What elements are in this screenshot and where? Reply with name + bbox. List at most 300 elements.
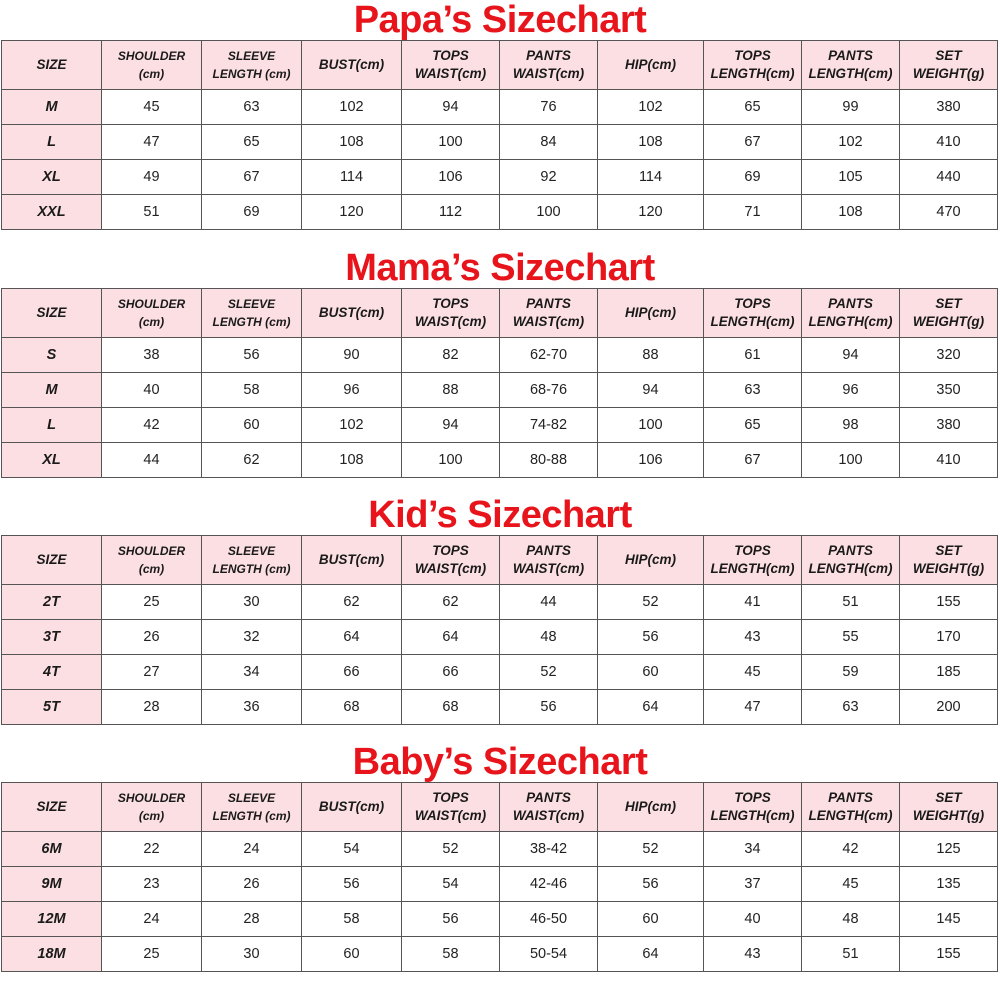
measurement-cell: 68-76 (500, 373, 598, 408)
column-header (900, 41, 998, 90)
header-row (2, 783, 998, 832)
table-row (2, 902, 998, 937)
header-row (2, 289, 998, 338)
measurement-cell: 380 (900, 90, 998, 125)
table-row (2, 195, 998, 230)
column-header-label: (cm) (138, 67, 165, 81)
table-row (2, 408, 998, 443)
column-header (202, 41, 302, 90)
column-header (802, 783, 900, 832)
measurement-cell: 63 (704, 373, 802, 408)
column-header-label: SET (935, 790, 962, 805)
measurement-cell: 99 (802, 90, 900, 125)
column-header-label: SHOULDER (117, 49, 186, 63)
measurement-cell: 108 (302, 443, 402, 478)
measurement-cell: 25 (102, 937, 202, 972)
measurement-cell: 65 (202, 125, 302, 160)
measurement-cell: 68 (402, 690, 500, 725)
table-row (2, 90, 998, 125)
size-label-cell: M (2, 373, 102, 408)
measurement-cell: 64 (402, 620, 500, 655)
measurement-cell: 170 (900, 620, 998, 655)
column-header-label: WAIST(cm) (414, 314, 487, 329)
measurement-cell: 114 (302, 160, 402, 195)
measurement-cell: 43 (704, 620, 802, 655)
table-row (2, 832, 998, 867)
column-header-label: PANTS (828, 296, 873, 311)
column-header (500, 41, 598, 90)
measurement-cell: 38-42 (500, 832, 598, 867)
column-header (500, 536, 598, 585)
measurement-cell: 51 (802, 585, 900, 620)
measurement-cell: 58 (302, 902, 402, 937)
column-header-label: HIP(cm) (624, 552, 676, 567)
measurement-cell: 76 (500, 90, 598, 125)
column-header (402, 41, 500, 90)
measurement-cell: 114 (598, 160, 704, 195)
mama-sizechart-section (0, 248, 1000, 478)
size-label-cell: S (2, 338, 102, 373)
column-header-label: BUST(cm) (318, 57, 385, 72)
column-header (900, 536, 998, 585)
measurement-cell: 100 (402, 443, 500, 478)
measurement-cell: 380 (900, 408, 998, 443)
column-header (900, 783, 998, 832)
measurement-cell: 42 (102, 408, 202, 443)
column-header-label: SET (935, 296, 962, 311)
column-header-label: LENGTH (cm) (212, 809, 291, 823)
column-header-label: PANTS (526, 543, 571, 558)
column-header-label: SLEEVE (227, 791, 276, 805)
measurement-cell: 56 (202, 338, 302, 373)
column-header-label: LENGTH(cm) (808, 561, 893, 576)
column-header (704, 783, 802, 832)
measurement-cell: 100 (500, 195, 598, 230)
size-label-cell: XL (2, 443, 102, 478)
measurement-cell: 34 (704, 832, 802, 867)
measurement-cell: 38 (102, 338, 202, 373)
measurement-cell: 69 (202, 195, 302, 230)
measurement-cell: 26 (202, 867, 302, 902)
measurement-cell: 108 (802, 195, 900, 230)
column-header-label: LENGTH(cm) (710, 561, 795, 576)
measurement-cell: 69 (704, 160, 802, 195)
column-header-label: WEIGHT(g) (912, 314, 985, 329)
measurement-cell: 65 (704, 90, 802, 125)
table-row (2, 338, 998, 373)
measurement-cell: 90 (302, 338, 402, 373)
measurement-cell: 105 (802, 160, 900, 195)
column-header-label: LENGTH (cm) (212, 562, 291, 576)
measurement-cell: 45 (102, 90, 202, 125)
measurement-cell: 56 (500, 690, 598, 725)
column-header-label: TOPS (734, 296, 771, 311)
column-header-label: PANTS (526, 296, 571, 311)
column-header-label: SHOULDER (117, 297, 186, 311)
measurement-cell: 49 (102, 160, 202, 195)
size-label-cell: XXL (2, 195, 102, 230)
measurement-cell: 185 (900, 655, 998, 690)
measurement-cell: 56 (598, 620, 704, 655)
measurement-cell: 28 (102, 690, 202, 725)
column-header (598, 289, 704, 338)
measurement-cell: 100 (802, 443, 900, 478)
measurement-cell: 54 (402, 867, 500, 902)
measurement-cell: 66 (402, 655, 500, 690)
measurement-cell: 96 (802, 373, 900, 408)
measurement-cell: 100 (598, 408, 704, 443)
column-header-label: SET (935, 543, 962, 558)
measurement-cell: 48 (500, 620, 598, 655)
size-label-cell: 9M (2, 867, 102, 902)
measurement-cell: 470 (900, 195, 998, 230)
measurement-cell: 44 (102, 443, 202, 478)
column-header-label: SLEEVE (227, 297, 276, 311)
column-header-label: PANTS (828, 790, 873, 805)
size-label-cell: M (2, 90, 102, 125)
column-header-label: TOPS (734, 790, 771, 805)
column-header-label: LENGTH(cm) (710, 66, 795, 81)
measurement-cell: 64 (598, 937, 704, 972)
measurement-cell: 68 (302, 690, 402, 725)
measurement-cell: 102 (802, 125, 900, 160)
measurement-cell: 410 (900, 125, 998, 160)
measurement-cell: 30 (202, 585, 302, 620)
measurement-cell: 30 (202, 937, 302, 972)
measurement-cell: 56 (402, 902, 500, 937)
measurement-cell: 98 (802, 408, 900, 443)
column-header (500, 289, 598, 338)
column-header-label: TOPS (432, 296, 469, 311)
measurement-cell: 100 (402, 125, 500, 160)
table-row (2, 655, 998, 690)
measurement-cell: 145 (900, 902, 998, 937)
column-header-label: SIZE (36, 799, 67, 814)
column-header-label: WEIGHT(g) (912, 808, 985, 823)
measurement-cell: 45 (802, 867, 900, 902)
measurement-cell: 58 (402, 937, 500, 972)
mama-sizechart-title: Mama’s Sizechart (345, 247, 655, 289)
papa-sizechart-section (0, 0, 1000, 230)
measurement-cell: 47 (704, 690, 802, 725)
column-header (402, 783, 500, 832)
column-header (302, 783, 402, 832)
column-header-label: HIP(cm) (624, 799, 676, 814)
measurement-cell: 106 (402, 160, 500, 195)
measurement-cell: 410 (900, 443, 998, 478)
measurement-cell: 34 (202, 655, 302, 690)
column-header (102, 41, 202, 90)
measurement-cell: 28 (202, 902, 302, 937)
column-header-label: TOPS (432, 790, 469, 805)
measurement-cell: 52 (598, 832, 704, 867)
column-header-label: PANTS (526, 48, 571, 63)
column-header-label: LENGTH(cm) (808, 66, 893, 81)
measurement-cell: 125 (900, 832, 998, 867)
column-header-label: WAIST(cm) (512, 314, 585, 329)
column-header (802, 289, 900, 338)
table-row (2, 443, 998, 478)
column-header-label: LENGTH(cm) (710, 808, 795, 823)
baby-sizechart-section (0, 742, 1000, 972)
column-header-label: SLEEVE (227, 49, 276, 63)
column-header-label: WAIST(cm) (512, 66, 585, 81)
measurement-cell: 36 (202, 690, 302, 725)
measurement-cell: 61 (704, 338, 802, 373)
column-header-label: WAIST(cm) (414, 66, 487, 81)
measurement-cell: 155 (900, 585, 998, 620)
column-header (598, 536, 704, 585)
column-header-label: LENGTH (cm) (212, 315, 291, 329)
measurement-cell: 47 (102, 125, 202, 160)
measurement-cell: 24 (202, 832, 302, 867)
measurement-cell: 135 (900, 867, 998, 902)
column-header (2, 783, 102, 832)
table-row (2, 867, 998, 902)
column-header-label: TOPS (734, 48, 771, 63)
measurement-cell: 74-82 (500, 408, 598, 443)
table-row (2, 125, 998, 160)
table-row (2, 690, 998, 725)
measurement-cell: 67 (704, 443, 802, 478)
measurement-cell: 80-88 (500, 443, 598, 478)
measurement-cell: 56 (598, 867, 704, 902)
measurement-cell: 48 (802, 902, 900, 937)
size-label-cell: 5T (2, 690, 102, 725)
measurement-cell: 155 (900, 937, 998, 972)
column-header (2, 536, 102, 585)
measurement-cell: 63 (802, 690, 900, 725)
measurement-cell: 120 (598, 195, 704, 230)
column-header (2, 41, 102, 90)
size-label-cell: 12M (2, 902, 102, 937)
column-header-label: SHOULDER (117, 544, 186, 558)
measurement-cell: 63 (202, 90, 302, 125)
papa-sizechart-table (1, 40, 998, 230)
measurement-cell: 24 (102, 902, 202, 937)
column-header-label: LENGTH(cm) (808, 808, 893, 823)
table-row (2, 620, 998, 655)
measurement-cell: 60 (598, 655, 704, 690)
measurement-cell: 106 (598, 443, 704, 478)
measurement-cell: 67 (704, 125, 802, 160)
column-header (500, 783, 598, 832)
measurement-cell: 62 (402, 585, 500, 620)
measurement-cell: 96 (302, 373, 402, 408)
measurement-cell: 94 (802, 338, 900, 373)
column-header (302, 289, 402, 338)
measurement-cell: 40 (102, 373, 202, 408)
column-header-label: SET (935, 48, 962, 63)
measurement-cell: 200 (900, 690, 998, 725)
column-header (402, 289, 500, 338)
measurement-cell: 66 (302, 655, 402, 690)
table-row (2, 937, 998, 972)
column-header-label: SHOULDER (117, 791, 186, 805)
measurement-cell: 120 (302, 195, 402, 230)
column-header-label: SLEEVE (227, 544, 276, 558)
column-header (402, 536, 500, 585)
measurement-cell: 22 (102, 832, 202, 867)
measurement-cell: 46-50 (500, 902, 598, 937)
size-label-cell: 4T (2, 655, 102, 690)
column-header-label: TOPS (432, 543, 469, 558)
column-header (102, 536, 202, 585)
measurement-cell: 59 (802, 655, 900, 690)
size-label-cell: XL (2, 160, 102, 195)
column-header-label: (cm) (138, 809, 165, 823)
column-header-label: PANTS (828, 543, 873, 558)
measurement-cell: 25 (102, 585, 202, 620)
measurement-cell: 44 (500, 585, 598, 620)
measurement-cell: 92 (500, 160, 598, 195)
column-header-label: SIZE (36, 305, 67, 320)
measurement-cell: 60 (202, 408, 302, 443)
measurement-cell: 440 (900, 160, 998, 195)
table-row (2, 585, 998, 620)
column-header-label: PANTS (526, 790, 571, 805)
mama-sizechart-table (1, 288, 998, 478)
column-header-label: LENGTH(cm) (710, 314, 795, 329)
baby-sizechart-title: Baby’s Sizechart (352, 741, 648, 783)
measurement-cell: 64 (598, 690, 704, 725)
column-header (202, 536, 302, 585)
column-header-label: BUST(cm) (318, 305, 385, 320)
measurement-cell: 67 (202, 160, 302, 195)
measurement-cell: 94 (598, 373, 704, 408)
column-header (302, 41, 402, 90)
measurement-cell: 41 (704, 585, 802, 620)
measurement-cell: 52 (598, 585, 704, 620)
measurement-cell: 108 (302, 125, 402, 160)
measurement-cell: 26 (102, 620, 202, 655)
column-header-label: WEIGHT(g) (912, 66, 985, 81)
column-header-label: BUST(cm) (318, 799, 385, 814)
column-header (202, 289, 302, 338)
column-header-label: SIZE (36, 57, 67, 72)
measurement-cell: 65 (704, 408, 802, 443)
column-header (704, 536, 802, 585)
column-header (302, 536, 402, 585)
measurement-cell: 88 (598, 338, 704, 373)
column-header-label: WEIGHT(g) (912, 561, 985, 576)
measurement-cell: 58 (202, 373, 302, 408)
measurement-cell: 50-54 (500, 937, 598, 972)
size-label-cell: L (2, 408, 102, 443)
measurement-cell: 52 (402, 832, 500, 867)
column-header (102, 289, 202, 338)
column-header (802, 536, 900, 585)
column-header-label: WAIST(cm) (414, 808, 487, 823)
measurement-cell: 27 (102, 655, 202, 690)
size-label-cell: 18M (2, 937, 102, 972)
measurement-cell: 40 (704, 902, 802, 937)
measurement-cell: 88 (402, 373, 500, 408)
kid-sizechart-title: Kid’s Sizechart (368, 494, 632, 536)
measurement-cell: 45 (704, 655, 802, 690)
table-row (2, 160, 998, 195)
measurement-cell: 54 (302, 832, 402, 867)
measurement-cell: 350 (900, 373, 998, 408)
column-header-label: WAIST(cm) (414, 561, 487, 576)
column-header (102, 783, 202, 832)
measurement-cell: 23 (102, 867, 202, 902)
measurement-cell: 84 (500, 125, 598, 160)
column-header (802, 41, 900, 90)
column-header (704, 41, 802, 90)
column-header-label: TOPS (734, 543, 771, 558)
measurement-cell: 102 (302, 90, 402, 125)
column-header (202, 783, 302, 832)
measurement-cell: 62-70 (500, 338, 598, 373)
column-header (2, 289, 102, 338)
measurement-cell: 64 (302, 620, 402, 655)
size-label-cell: 2T (2, 585, 102, 620)
measurement-cell: 51 (102, 195, 202, 230)
baby-sizechart-table (1, 782, 998, 972)
column-header-label: WAIST(cm) (512, 561, 585, 576)
measurement-cell: 42 (802, 832, 900, 867)
papa-sizechart-title: Papa’s Sizechart (353, 0, 647, 41)
measurement-cell: 112 (402, 195, 500, 230)
measurement-cell: 32 (202, 620, 302, 655)
measurement-cell: 52 (500, 655, 598, 690)
measurement-cell: 102 (302, 408, 402, 443)
column-header-label: WAIST(cm) (512, 808, 585, 823)
column-header-label: PANTS (828, 48, 873, 63)
measurement-cell: 108 (598, 125, 704, 160)
measurement-cell: 320 (900, 338, 998, 373)
size-label-cell: 6M (2, 832, 102, 867)
column-header-label: LENGTH(cm) (808, 314, 893, 329)
kid-sizechart-section (0, 495, 1000, 725)
column-header-label: BUST(cm) (318, 552, 385, 567)
measurement-cell: 43 (704, 937, 802, 972)
column-header (704, 289, 802, 338)
measurement-cell: 62 (202, 443, 302, 478)
measurement-cell: 71 (704, 195, 802, 230)
measurement-cell: 102 (598, 90, 704, 125)
measurement-cell: 56 (302, 867, 402, 902)
column-header (900, 289, 998, 338)
measurement-cell: 37 (704, 867, 802, 902)
measurement-cell: 55 (802, 620, 900, 655)
measurement-cell: 94 (402, 408, 500, 443)
header-row (2, 536, 998, 585)
column-header-label: TOPS (432, 48, 469, 63)
size-label-cell: 3T (2, 620, 102, 655)
measurement-cell: 51 (802, 937, 900, 972)
measurement-cell: 82 (402, 338, 500, 373)
measurement-cell: 60 (598, 902, 704, 937)
kid-sizechart-table (1, 535, 998, 725)
table-row (2, 373, 998, 408)
column-header-label: HIP(cm) (624, 305, 676, 320)
column-header-label: SIZE (36, 552, 67, 567)
column-header-label: LENGTH (cm) (212, 67, 291, 81)
column-header (598, 783, 704, 832)
column-header-label: (cm) (138, 315, 165, 329)
measurement-cell: 62 (302, 585, 402, 620)
size-label-cell: L (2, 125, 102, 160)
column-header (598, 41, 704, 90)
header-row (2, 41, 998, 90)
column-header-label: (cm) (138, 562, 165, 576)
measurement-cell: 60 (302, 937, 402, 972)
measurement-cell: 94 (402, 90, 500, 125)
measurement-cell: 42-46 (500, 867, 598, 902)
column-header-label: HIP(cm) (624, 57, 676, 72)
